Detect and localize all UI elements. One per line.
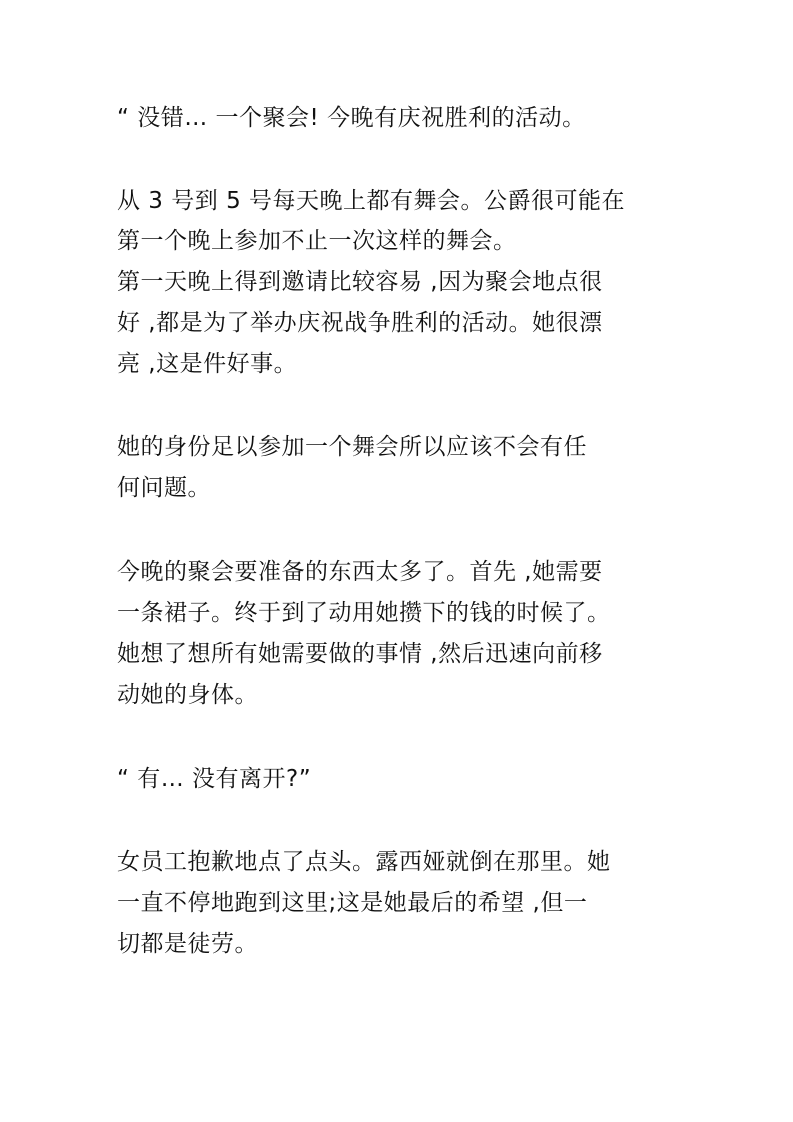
paragraph-3-line-1: 她的身份足以参加一个舞会所以应该不会有任: [117, 434, 587, 460]
paragraph-2-line-3: 第一天晚上得到邀请比较容易 ,因为聚会地点很: [117, 269, 603, 295]
paragraph-6-line-3: 切都是徒劳。: [117, 931, 258, 957]
paragraph-2-line-4: 好 ,都是为了举办庆祝战争胜利的活动。她很漂: [117, 310, 603, 336]
paragraph-2-line-5: 亮 ,这是件好事。: [117, 351, 298, 377]
paragraph-1-line-1: “ 没错… 一个聚会! 今晚有庆祝胜利的活动。: [117, 105, 586, 131]
paragraph-5-line-1: “ 有… 没有离开?”: [117, 766, 312, 792]
paragraph-2-line-1: 从 3 号到 5 号每天晚上都有舞会。公爵很可能在: [117, 188, 626, 214]
paragraph-4-line-2: 一条裙子。终于到了动用她攒下的钱的时候了。: [117, 600, 611, 626]
paragraph-4-line-3: 她想了想所有她需要做的事情 ,然后迅速向前移: [117, 641, 603, 667]
paragraph-6-line-1: 女员工抱歉地点了点头。露西娅就倒在那里。她: [117, 849, 611, 875]
paragraph-4-line-1: 今晚的聚会要准备的东西太多了。首先 ,她需要: [117, 559, 603, 585]
paragraph-3-line-2: 何问题。: [117, 475, 211, 501]
paragraph-6-line-2: 一直不停地跑到这里;这是她最后的希望 ,但一: [117, 890, 588, 916]
paragraph-2-line-2: 第一个晚上参加不止一次这样的舞会。: [117, 228, 517, 254]
paragraph-4-line-4: 动她的身体。: [117, 682, 258, 708]
